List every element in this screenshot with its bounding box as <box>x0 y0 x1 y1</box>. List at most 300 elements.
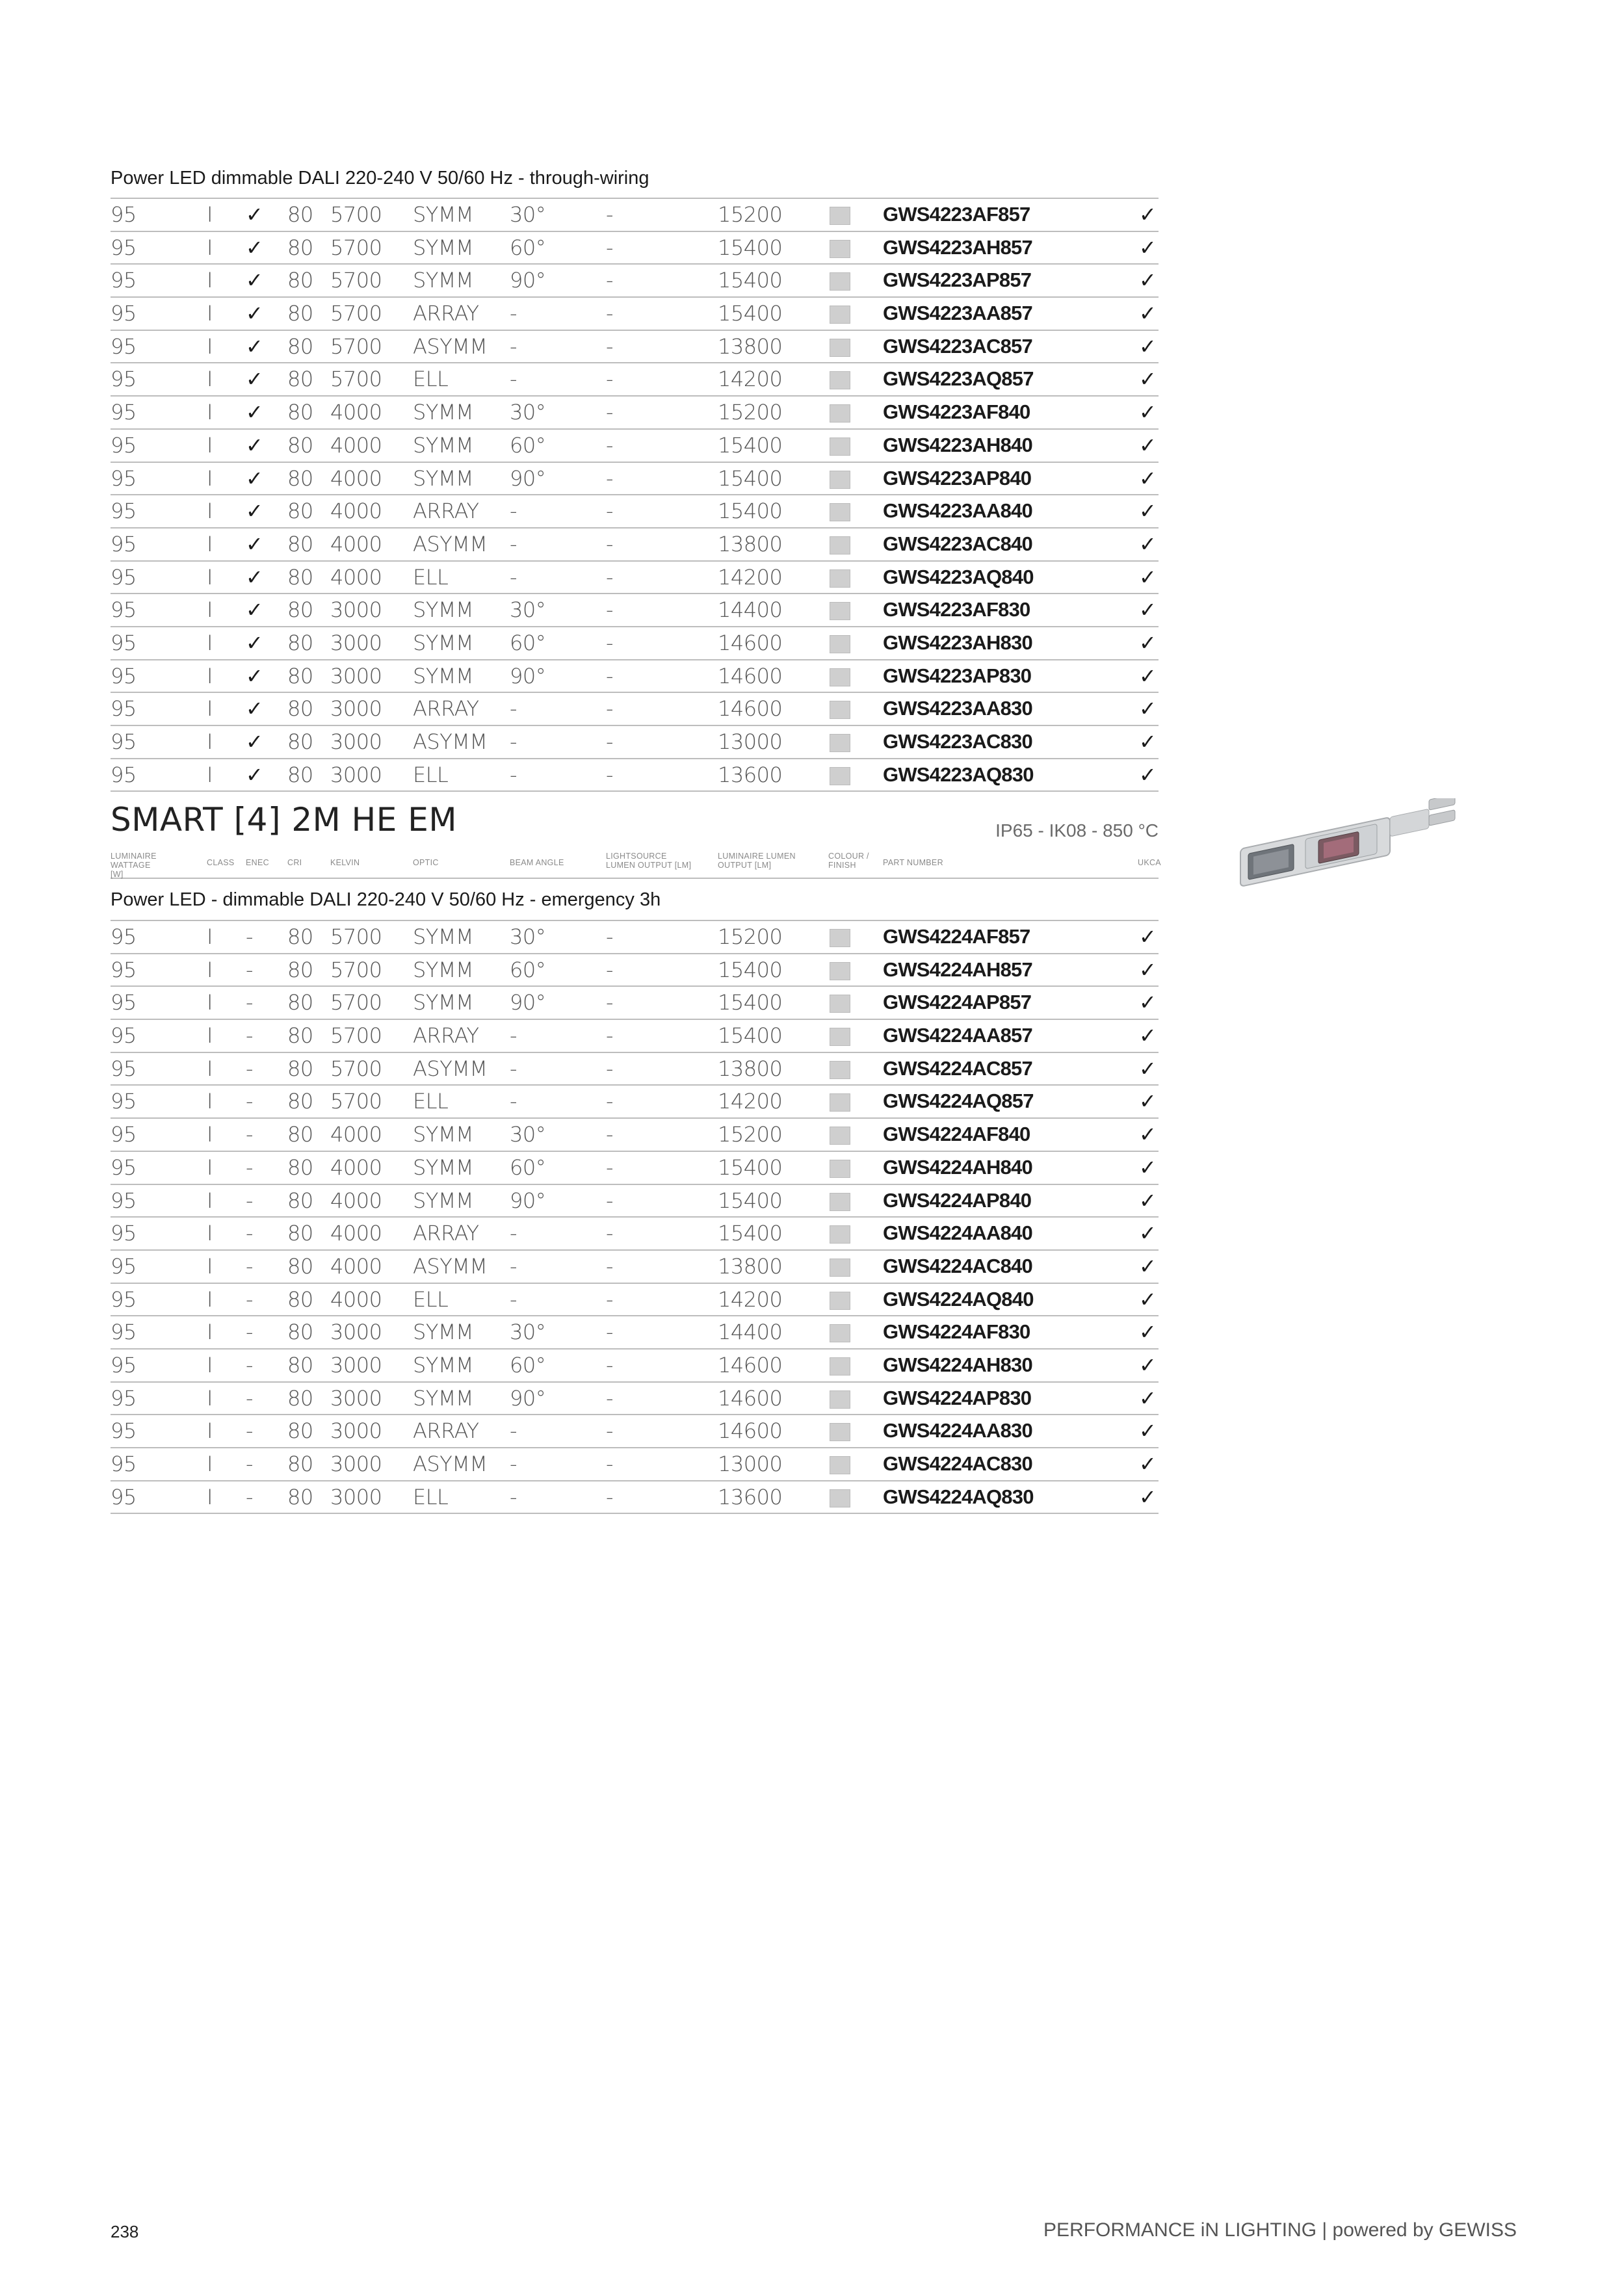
cell-enec: ✓ <box>246 663 263 688</box>
cell-enec: - <box>246 1320 254 1345</box>
colour-swatch <box>830 437 850 456</box>
cell-kelvin: 4000 <box>330 432 382 458</box>
ukca-check-icon: ✓ <box>1139 268 1157 293</box>
cell-wattage: 95 <box>111 1089 137 1114</box>
cell-luminaire-lumen: 14200 <box>718 1286 783 1312</box>
cell-lightsource-lumen: - <box>606 663 614 688</box>
cell-cri: 80 <box>287 729 313 754</box>
cell-optic: SYMM <box>413 663 474 688</box>
cell-beam-angle: 30° <box>510 597 546 623</box>
ukca-check-icon: ✓ <box>1139 696 1157 722</box>
cell-cri: 80 <box>287 1286 313 1312</box>
table-row <box>111 265 1159 298</box>
cell-class: I <box>207 1452 213 1476</box>
product-heading: SMART [4] 2M HE EM <box>111 801 457 839</box>
cell-part-number: GWS4224AA840 <box>883 1221 1032 1245</box>
cell-lightsource-lumen: - <box>606 1122 614 1147</box>
cell-class: I <box>207 1056 213 1081</box>
cell-wattage: 95 <box>111 1056 137 1081</box>
cell-optic: SYMM <box>413 957 474 982</box>
colour-swatch <box>830 1028 850 1046</box>
table-row <box>111 1119 1159 1152</box>
cell-cri: 80 <box>287 235 313 260</box>
table-row <box>111 987 1159 1020</box>
cell-optic: ASYMM <box>413 1452 488 1476</box>
colour-swatch <box>830 1259 850 1277</box>
colour-swatch <box>830 668 850 686</box>
cell-class: I <box>207 597 213 623</box>
ukca-check-icon: ✓ <box>1139 400 1157 425</box>
table-row <box>111 726 1159 759</box>
cell-part-number: GWS4224AF840 <box>883 1123 1030 1146</box>
cell-part-number: GWS4223AH830 <box>883 631 1032 654</box>
table-row <box>111 495 1159 528</box>
cell-enec: - <box>246 1089 254 1114</box>
cell-kelvin: 3000 <box>330 729 382 754</box>
ukca-check-icon: ✓ <box>1139 1122 1157 1147</box>
cell-luminaire-lumen: 14400 <box>718 597 783 623</box>
cell-wattage: 95 <box>111 1320 137 1345</box>
cell-kelvin: 3000 <box>330 1385 382 1411</box>
table-row <box>111 693 1159 726</box>
ukca-check-icon: ✓ <box>1139 564 1157 590</box>
table-row <box>111 397 1159 430</box>
cell-lightsource-lumen: - <box>606 1155 614 1180</box>
table-row <box>111 232 1159 265</box>
cell-class: I <box>207 1484 213 1509</box>
header-beam-angle: BEAM ANGLE <box>510 858 564 867</box>
cell-optic: ELL <box>413 564 449 590</box>
table-row <box>111 660 1159 694</box>
colour-swatch <box>830 569 850 588</box>
cell-class: I <box>207 531 213 556</box>
cell-kelvin: 5700 <box>330 301 382 326</box>
cell-part-number: GWS4224AC857 <box>883 1056 1032 1080</box>
cell-class: I <box>207 630 213 655</box>
table-row <box>111 1053 1159 1086</box>
colour-swatch <box>830 635 850 653</box>
cell-lightsource-lumen: - <box>606 696 614 722</box>
cell-wattage: 95 <box>111 1286 137 1312</box>
cell-wattage: 95 <box>111 1023 137 1049</box>
table-row <box>111 759 1159 792</box>
cell-beam-angle: - <box>510 333 517 359</box>
cell-luminaire-lumen: 15400 <box>718 990 783 1015</box>
cell-part-number: GWS4224AF830 <box>883 1320 1030 1344</box>
cell-part-number: GWS4224AF857 <box>883 925 1030 948</box>
cell-beam-angle: 60° <box>510 235 546 260</box>
cell-part-number: GWS4223AF840 <box>883 400 1030 424</box>
cell-optic: SYMM <box>413 990 474 1015</box>
colour-swatch <box>830 1456 850 1474</box>
ukca-check-icon: ✓ <box>1139 1484 1157 1509</box>
ukca-check-icon: ✓ <box>1139 990 1157 1015</box>
cell-enec: - <box>246 924 254 949</box>
cell-luminaire-lumen: 14400 <box>718 1320 783 1345</box>
cell-enec: - <box>246 1452 254 1476</box>
cell-beam-angle: 30° <box>510 924 546 949</box>
cell-cri: 80 <box>287 990 313 1015</box>
cell-cri: 80 <box>287 957 313 982</box>
cell-luminaire-lumen: 15200 <box>718 1122 783 1147</box>
cell-wattage: 95 <box>111 301 137 326</box>
cell-kelvin: 3000 <box>330 696 382 722</box>
cell-kelvin: 3000 <box>330 762 382 787</box>
cell-kelvin: 3000 <box>330 663 382 688</box>
cell-kelvin: 4000 <box>330 499 382 524</box>
cell-part-number: GWS4223AQ830 <box>883 763 1034 786</box>
cell-luminaire-lumen: 13000 <box>718 1452 783 1476</box>
cell-cri: 80 <box>287 1023 313 1049</box>
cell-luminaire-lumen: 13600 <box>718 762 783 787</box>
cell-enec: - <box>246 1352 254 1377</box>
ukca-check-icon: ✓ <box>1139 1188 1157 1213</box>
cell-enec: ✓ <box>246 729 263 754</box>
ukca-check-icon: ✓ <box>1139 333 1157 359</box>
cell-cri: 80 <box>287 924 313 949</box>
cell-kelvin: 3000 <box>330 1484 382 1509</box>
cell-lightsource-lumen: - <box>606 1221 614 1246</box>
table-row <box>111 298 1159 331</box>
cell-enec: ✓ <box>246 564 263 590</box>
cell-luminaire-lumen: 14600 <box>718 696 783 722</box>
cell-beam-angle: - <box>510 762 517 787</box>
cell-optic: ARRAY <box>413 696 479 722</box>
cell-luminaire-lumen: 15400 <box>718 432 783 458</box>
cell-kelvin: 4000 <box>330 465 382 491</box>
ukca-check-icon: ✓ <box>1139 499 1157 524</box>
colour-swatch <box>830 602 850 620</box>
cell-optic: ELL <box>413 762 449 787</box>
colour-swatch <box>830 404 850 423</box>
cell-part-number: GWS4224AC830 <box>883 1452 1032 1475</box>
cell-beam-angle: - <box>510 499 517 524</box>
colour-swatch <box>830 734 850 752</box>
colour-swatch <box>830 1357 850 1376</box>
cell-part-number: GWS4224AH830 <box>883 1353 1032 1376</box>
ukca-check-icon: ✓ <box>1139 957 1157 982</box>
cell-luminaire-lumen: 15400 <box>718 1188 783 1213</box>
table-row <box>111 1251 1159 1284</box>
cell-lightsource-lumen: - <box>606 597 614 623</box>
product-table-emergency <box>111 920 1159 1514</box>
cell-class: I <box>207 432 213 458</box>
cell-wattage: 95 <box>111 400 137 425</box>
cell-part-number: GWS4223AH840 <box>883 433 1032 456</box>
table-column-header <box>111 849 1159 879</box>
cell-part-number: GWS4223AC830 <box>883 730 1032 753</box>
cell-kelvin: 5700 <box>330 990 382 1015</box>
cell-enec: - <box>246 1221 254 1246</box>
cell-class: I <box>207 235 213 260</box>
cell-enec: ✓ <box>246 235 263 260</box>
ukca-check-icon: ✓ <box>1139 1418 1157 1444</box>
cell-optic: SYMM <box>413 432 474 458</box>
cell-class: I <box>207 957 213 982</box>
cell-kelvin: 4000 <box>330 1286 382 1312</box>
cell-luminaire-lumen: 15400 <box>718 268 783 293</box>
cell-beam-angle: 90° <box>510 1385 546 1411</box>
cell-luminaire-lumen: 15400 <box>718 1155 783 1180</box>
table-row <box>111 363 1159 397</box>
cell-kelvin: 5700 <box>330 367 382 392</box>
table-row <box>111 1152 1159 1185</box>
colour-swatch <box>830 1292 850 1310</box>
cell-class: I <box>207 202 213 227</box>
cell-lightsource-lumen: - <box>606 729 614 754</box>
cell-beam-angle: - <box>510 1023 517 1049</box>
cell-luminaire-lumen: 15400 <box>718 235 783 260</box>
cell-part-number: GWS4224AP840 <box>883 1188 1032 1212</box>
cell-kelvin: 4000 <box>330 1221 382 1246</box>
ukca-check-icon: ✓ <box>1139 630 1157 655</box>
cell-luminaire-lumen: 15400 <box>718 499 783 524</box>
cell-cri: 80 <box>287 564 313 590</box>
header-colour-finish: COLOUR / FINISH <box>828 852 869 870</box>
cell-lightsource-lumen: - <box>606 400 614 425</box>
cell-part-number: GWS4224AQ840 <box>883 1287 1034 1311</box>
cell-optic: SYMM <box>413 924 474 949</box>
cell-cri: 80 <box>287 663 313 688</box>
cell-part-number: GWS4224AH840 <box>883 1155 1032 1179</box>
colour-swatch <box>830 1225 850 1244</box>
cell-enec: - <box>246 1056 254 1081</box>
cell-cri: 80 <box>287 630 313 655</box>
cell-optic: ELL <box>413 367 449 392</box>
cell-beam-angle: - <box>510 1484 517 1509</box>
colour-swatch <box>830 1324 850 1342</box>
cell-beam-angle: 60° <box>510 630 546 655</box>
cell-class: I <box>207 333 213 359</box>
table-row <box>111 198 1159 232</box>
cell-lightsource-lumen: - <box>606 202 614 227</box>
cell-lightsource-lumen: - <box>606 301 614 326</box>
colour-swatch <box>830 1127 850 1145</box>
cell-cri: 80 <box>287 367 313 392</box>
table-row <box>111 594 1159 627</box>
cell-enec: ✓ <box>246 696 263 722</box>
cell-enec: - <box>246 1286 254 1312</box>
cell-luminaire-lumen: 15200 <box>718 400 783 425</box>
cell-wattage: 95 <box>111 924 137 949</box>
cell-lightsource-lumen: - <box>606 465 614 491</box>
cell-luminaire-lumen: 15400 <box>718 301 783 326</box>
cell-part-number: GWS4223AP857 <box>883 268 1032 292</box>
colour-swatch <box>830 1160 850 1178</box>
cell-optic: ASYMM <box>413 333 488 359</box>
cell-lightsource-lumen: - <box>606 924 614 949</box>
cell-luminaire-lumen: 15200 <box>718 202 783 227</box>
cell-lightsource-lumen: - <box>606 990 614 1015</box>
cell-part-number: GWS4223AA857 <box>883 302 1032 325</box>
cell-part-number: GWS4223AC857 <box>883 334 1032 358</box>
cell-class: I <box>207 1418 213 1444</box>
cell-wattage: 95 <box>111 499 137 524</box>
cell-lightsource-lumen: - <box>606 235 614 260</box>
cell-lightsource-lumen: - <box>606 1286 614 1312</box>
table-row <box>111 1383 1159 1416</box>
header-enec: ENEC <box>246 858 269 867</box>
cell-lightsource-lumen: - <box>606 564 614 590</box>
table-row <box>111 1284 1159 1317</box>
cell-cri: 80 <box>287 1320 313 1345</box>
cell-part-number: GWS4224AA857 <box>883 1024 1032 1047</box>
colour-swatch <box>830 471 850 489</box>
ukca-check-icon: ✓ <box>1139 235 1157 260</box>
cell-class: I <box>207 1188 213 1213</box>
table-row <box>111 331 1159 364</box>
cell-class: I <box>207 1023 213 1049</box>
cell-luminaire-lumen: 15200 <box>718 924 783 949</box>
cell-class: I <box>207 1155 213 1180</box>
header-cri: CRI <box>287 858 302 867</box>
cell-enec: - <box>246 1122 254 1147</box>
cell-class: I <box>207 301 213 326</box>
cell-cri: 80 <box>287 1056 313 1081</box>
table-row <box>111 1020 1159 1053</box>
cell-luminaire-lumen: 13800 <box>718 531 783 556</box>
colour-swatch <box>830 536 850 554</box>
cell-class: I <box>207 367 213 392</box>
cell-part-number: GWS4223AF857 <box>883 203 1030 226</box>
cell-part-number: GWS4223AC840 <box>883 532 1032 555</box>
cell-part-number: GWS4223AP840 <box>883 466 1032 489</box>
cell-lightsource-lumen: - <box>606 1089 614 1114</box>
cell-enec: - <box>246 1253 254 1279</box>
cell-enec: - <box>246 1484 254 1509</box>
cell-wattage: 95 <box>111 957 137 982</box>
cell-enec: - <box>246 1188 254 1213</box>
cell-luminaire-lumen: 14200 <box>718 367 783 392</box>
cell-beam-angle: 60° <box>510 1155 546 1180</box>
cell-kelvin: 4000 <box>330 531 382 556</box>
cell-kelvin: 4000 <box>330 1188 382 1213</box>
colour-swatch <box>830 207 850 225</box>
ukca-check-icon: ✓ <box>1139 1023 1157 1049</box>
header-class: CLASS <box>207 858 235 867</box>
cell-lightsource-lumen: - <box>606 531 614 556</box>
cell-wattage: 95 <box>111 663 137 688</box>
colour-swatch <box>830 962 850 980</box>
table-row <box>111 463 1159 496</box>
cell-luminaire-lumen: 13800 <box>718 1253 783 1279</box>
cell-lightsource-lumen: - <box>606 1484 614 1509</box>
cell-wattage: 95 <box>111 235 137 260</box>
cell-enec: ✓ <box>246 400 263 425</box>
cell-optic: ELL <box>413 1089 449 1114</box>
cell-cri: 80 <box>287 499 313 524</box>
cell-enec: - <box>246 1385 254 1411</box>
cell-lightsource-lumen: - <box>606 1352 614 1377</box>
cell-beam-angle: - <box>510 1221 517 1246</box>
cell-enec: ✓ <box>246 333 263 359</box>
cell-luminaire-lumen: 13800 <box>718 333 783 359</box>
colour-swatch <box>830 1423 850 1441</box>
cell-part-number: GWS4223AH857 <box>883 235 1032 259</box>
cell-enec: ✓ <box>246 202 263 227</box>
cell-beam-angle: - <box>510 1286 517 1312</box>
cell-luminaire-lumen: 14200 <box>718 1089 783 1114</box>
cell-part-number: GWS4224AC840 <box>883 1254 1032 1277</box>
cell-wattage: 95 <box>111 1253 137 1279</box>
cell-enec: ✓ <box>246 367 263 392</box>
cell-kelvin: 3000 <box>330 1452 382 1476</box>
cell-cri: 80 <box>287 597 313 623</box>
cell-wattage: 95 <box>111 1352 137 1377</box>
ukca-check-icon: ✓ <box>1139 1155 1157 1180</box>
cell-optic: SYMM <box>413 235 474 260</box>
section-title-through-wiring: Power LED dimmable DALI 220-240 V 50/60 Hz - through-wiring <box>111 168 649 189</box>
cell-beam-angle: 90° <box>510 268 546 293</box>
cell-kelvin: 5700 <box>330 924 382 949</box>
cell-luminaire-lumen: 14600 <box>718 1418 783 1444</box>
table-row <box>111 562 1159 595</box>
cell-part-number: GWS4223AQ857 <box>883 367 1034 391</box>
cell-enec: - <box>246 1155 254 1180</box>
header-lightsource-lumen: LIGHTSOURCE LUMEN OUTPUT [LM] <box>606 852 692 870</box>
cell-beam-angle: - <box>510 696 517 722</box>
cell-luminaire-lumen: 15400 <box>718 1221 783 1246</box>
cell-lightsource-lumen: - <box>606 1320 614 1345</box>
ukca-check-icon: ✓ <box>1139 531 1157 556</box>
ukca-check-icon: ✓ <box>1139 301 1157 326</box>
cell-lightsource-lumen: - <box>606 762 614 787</box>
cell-cri: 80 <box>287 202 313 227</box>
cell-class: I <box>207 663 213 688</box>
table-row <box>111 627 1159 660</box>
cell-beam-angle: 60° <box>510 957 546 982</box>
cell-class: I <box>207 1352 213 1377</box>
cell-class: I <box>207 499 213 524</box>
colour-swatch <box>830 701 850 719</box>
cell-optic: SYMM <box>413 1352 474 1377</box>
footer-brand: PERFORMANCE iN LIGHTING | powered by GEWISS <box>1043 2219 1517 2241</box>
cell-lightsource-lumen: - <box>606 432 614 458</box>
ukca-check-icon: ✓ <box>1139 1385 1157 1411</box>
cell-enec: ✓ <box>246 268 263 293</box>
cell-class: I <box>207 268 213 293</box>
colour-swatch <box>830 1193 850 1211</box>
cell-lightsource-lumen: - <box>606 367 614 392</box>
cell-optic: SYMM <box>413 268 474 293</box>
colour-swatch <box>830 339 850 357</box>
colour-swatch <box>830 929 850 947</box>
cell-wattage: 95 <box>111 1452 137 1476</box>
cell-kelvin: 5700 <box>330 1023 382 1049</box>
cell-class: I <box>207 400 213 425</box>
cell-optic: ELL <box>413 1484 449 1509</box>
cell-lightsource-lumen: - <box>606 499 614 524</box>
cell-lightsource-lumen: - <box>606 1452 614 1476</box>
cell-beam-angle: 90° <box>510 990 546 1015</box>
cell-part-number: GWS4223AQ840 <box>883 565 1034 588</box>
cell-luminaire-lumen: 14600 <box>718 630 783 655</box>
header-luminaire-lumen: LUMINAIRE LUMEN OUTPUT [LM] <box>718 852 796 870</box>
cell-wattage: 95 <box>111 630 137 655</box>
cell-cri: 80 <box>287 1385 313 1411</box>
cell-class: I <box>207 924 213 949</box>
cell-class: I <box>207 1385 213 1411</box>
cell-cri: 80 <box>287 400 313 425</box>
cell-part-number: GWS4224AA830 <box>883 1419 1032 1442</box>
table-row <box>111 920 1159 954</box>
cell-beam-angle: - <box>510 1418 517 1444</box>
cell-beam-angle: 30° <box>510 1122 546 1147</box>
cell-kelvin: 3000 <box>330 630 382 655</box>
ukca-check-icon: ✓ <box>1139 1352 1157 1377</box>
cell-kelvin: 3000 <box>330 1320 382 1345</box>
ukca-check-icon: ✓ <box>1139 367 1157 392</box>
